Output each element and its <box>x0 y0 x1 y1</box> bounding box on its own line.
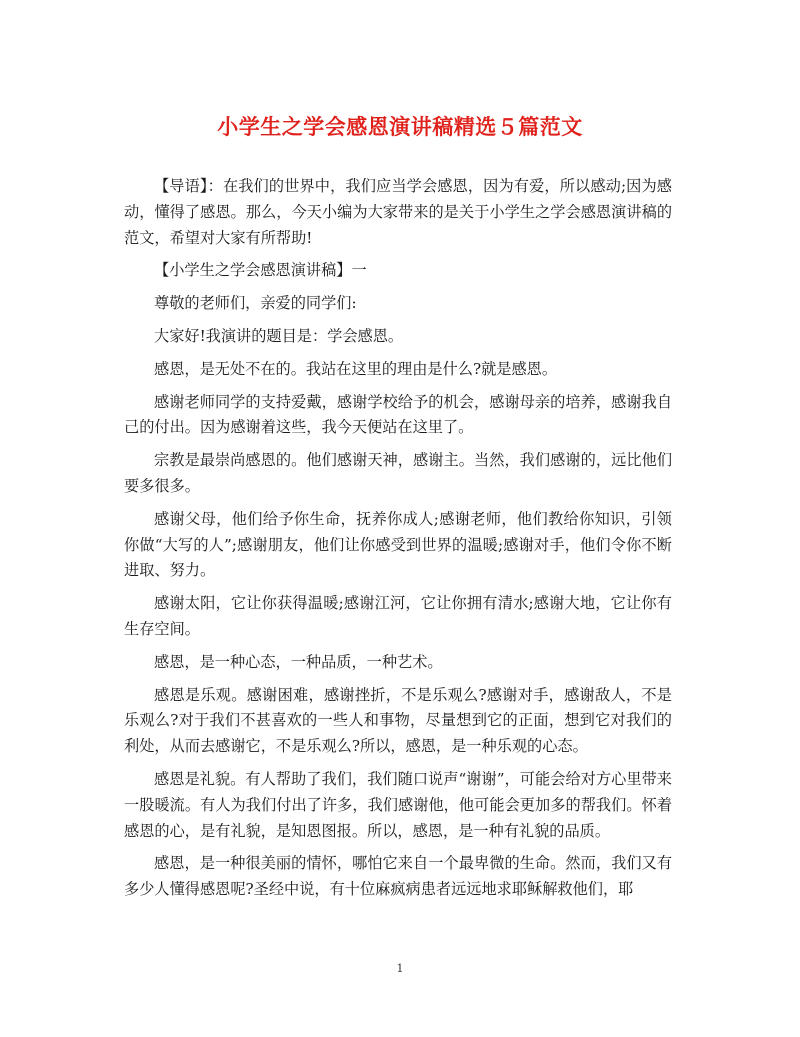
paragraph: 感恩，是一种心态，一种品质，一种艺术。 <box>154 652 443 671</box>
paragraph: 感谢太阳，它让你获得温暖;感谢江河，它让你拥有清水;感谢大地，它让你有生存空间。 <box>124 594 672 638</box>
paragraph: 宗教是最崇尚感恩的。他们感谢天神，感谢主。当然，我们感谢的，远比他们要多很多。 <box>124 451 672 495</box>
paragraph: 感谢老师同学的支持爱戴，感谢学校给予的机会，感谢母亲的培养，感谢我自己的付出。因为感谢着这些，我今天便站在这里了。 <box>124 392 672 437</box>
paragraph-greeting: 大家好!我演讲的题目是：学会感恩。 <box>154 326 404 345</box>
document-body <box>124 174 672 910</box>
paragraph: 感谢父母，他们给予你生命，抚养你成人;感谢老师，他们教给你知识，引领你做“大写的人”;感谢朋友，他们让你感受到世界的温暖;感谢对手，他们令你不断进取、努力。 <box>124 509 672 580</box>
paragraph-section-heading: 【小学生之学会感恩演讲稿】一 <box>154 261 367 280</box>
paragraph: 感恩，是无处不在的。我站在这里的理由是什么?就是感恩。 <box>154 359 558 378</box>
paragraph: 感恩是礼貌。有人帮助了我们，我们随口说声“谢谢”，可能会给对方心里带来一股暖流。有人为我们付出了许多，我们感谢他，他可能会更加多的帮我们。怀着感恩的心，是有礼貌，是知恩图报。所以，感恩，是一种有礼貌的品质。 <box>124 769 672 840</box>
paragraph: 感恩是乐观。感谢困难，感谢挫折，不是乐观么?感谢对手，感谢敌人，不是乐观么?对于我们不甚喜欢的一些人和事物，尽量想到它的正面，想到它对我们的利处，从而去感谢它，不是乐观么?所以，感恩，是一种乐观的心态。 <box>124 685 672 756</box>
page-number: 1 <box>396 962 404 975</box>
document-title: 小学生之学会感恩演讲稿精选５篇范文 <box>217 114 583 139</box>
paragraph-salutation: 尊敬的老师们，亲爱的同学们: <box>154 294 357 313</box>
paragraph: 感恩，是一种很美丽的情怀，哪怕它来自一个最卑微的生命。然而，我们又有多少人懂得感恩呢?圣经中说，有十位麻疯病患者远远地求耶稣解救他们，耶 <box>124 854 672 899</box>
paragraph-intro: 【导语】：在我们的世界中，我们应当学会感恩，因为有爱，所以感动;因为感动，懂得了感恩。那么，今天小编为大家带来的是关于小学生之学会感恩演讲稿的范文，希望对大家有所帮助! <box>124 177 672 247</box>
